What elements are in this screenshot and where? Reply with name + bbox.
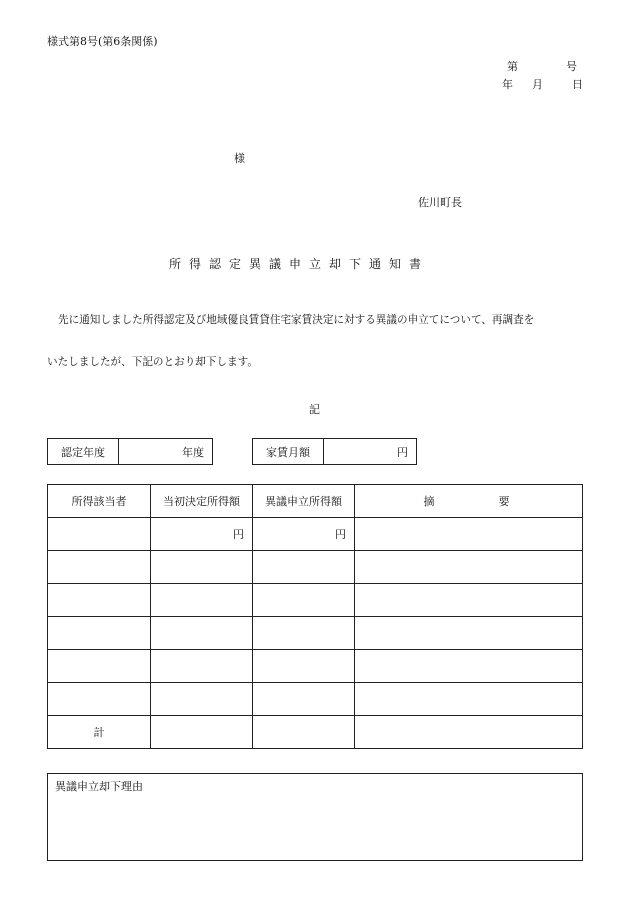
recognition-year-label: 認定年度 [48, 439, 119, 465]
yen-unit: 円 [253, 518, 355, 551]
document-title: 所得認定異議申立却下通知書 [169, 257, 430, 271]
table-row [48, 518, 583, 551]
total-label: 計 [48, 716, 151, 749]
table-row [48, 551, 583, 584]
date-month: 月 [532, 78, 543, 91]
sender-name: 佐川町長 [418, 196, 462, 209]
income-table [47, 484, 583, 749]
rejection-reason-label: 異議申立却下理由 [55, 780, 143, 793]
table-row [48, 584, 583, 617]
table-row [48, 683, 583, 716]
header-objection-income: 異議申立所得額 [253, 485, 355, 518]
monthly-rent-unit: 円 [324, 439, 417, 465]
monthly-rent-label: 家賃月額 [253, 439, 324, 465]
table-total-row [48, 716, 583, 749]
table-row [48, 650, 583, 683]
header-income-person: 所得該当者 [48, 485, 151, 518]
monthly-rent-box [252, 438, 417, 465]
body-line-1: 先に通知しました所得認定及び地域優良賃貸住宅家賃決定に対する異議の申立てについて、再調査を [58, 314, 535, 326]
recipient-honorific: 様 [234, 152, 245, 165]
ki-label: 記 [309, 403, 320, 416]
rejection-reason-box [47, 773, 583, 861]
yen-unit: 円 [151, 518, 253, 551]
table-row [48, 617, 583, 650]
recognition-year-box [47, 438, 213, 465]
header-initial-income: 当初決定所得額 [151, 485, 253, 518]
date-year: 年 [502, 78, 513, 91]
number-prefix: 第 [507, 60, 518, 73]
date-day: 日 [572, 78, 583, 91]
recognition-year-unit: 年度 [119, 439, 213, 465]
body-line-2: いたしましたが、下記のとおり却下します。 [47, 356, 259, 368]
number-suffix: 号 [566, 60, 577, 73]
form-number: 様式第8号(第6条関係) [47, 35, 158, 48]
header-remarks: 摘 要 [355, 485, 583, 518]
table-header-row [48, 485, 583, 518]
